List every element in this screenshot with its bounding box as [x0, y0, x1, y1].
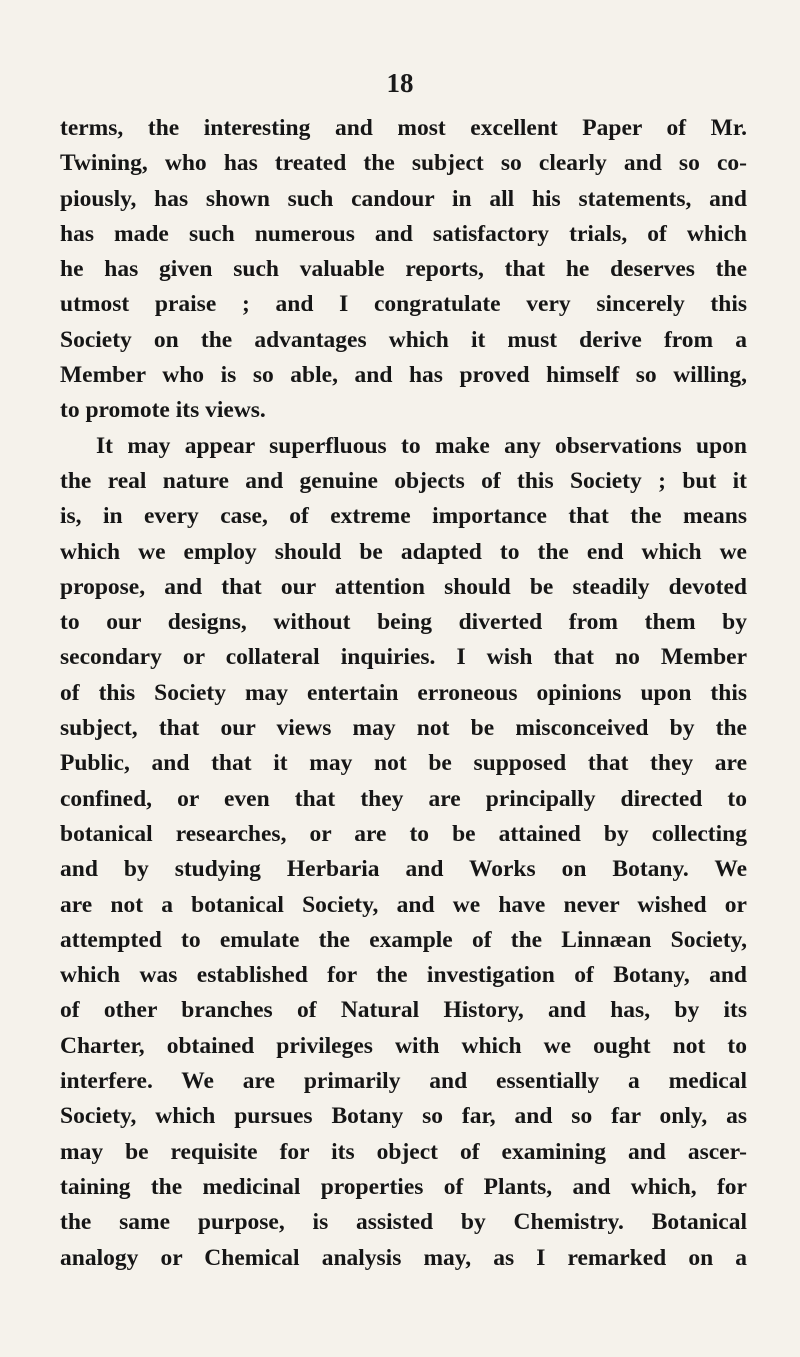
text-line: attempted to emulate the example of the Linnæan Society, — [60, 926, 747, 953]
text-line: subject, that our views may not be misconceived by the — [60, 715, 747, 742]
text-line: which was established for the investigation of Botany, and — [60, 962, 747, 989]
text-line: piously, has shown such candour in all his statements, and — [60, 185, 747, 212]
text-line: the same purpose, is assisted by Chemistry. Botanical — [60, 1209, 747, 1236]
text-line: It may appear superfluous to make any observations upon — [96, 432, 747, 459]
text-line: Society on the advantages which it must derive from a — [60, 326, 747, 353]
text-line: taining the medicinal properties of Plants, and which, for — [60, 1173, 747, 1200]
text-line: has made such numerous and satisfactory trials, of which — [60, 220, 747, 247]
text-line: confined, or even that they are principally directed to — [60, 785, 747, 812]
text-line: Twining, who has treated the subject so clearly and so co- — [60, 150, 747, 177]
text-line: to promote its views. — [60, 397, 266, 424]
text-line: of other branches of Natural History, and has, by its — [60, 997, 747, 1024]
text-line: to our designs, without being diverted from them by — [60, 609, 747, 636]
page-number: 18 — [386, 68, 414, 98]
text-line: Public, and that it may not be supposed that they are — [60, 750, 747, 777]
text-line: analogy or Chemical analysis may, as I remarked on a — [60, 1244, 747, 1271]
text-line: terms, the interesting and most excellent Paper of Mr. — [60, 115, 747, 141]
text-line: are not a botanical Society, and we have never wished or — [60, 891, 747, 918]
text-line: is, in every case, of extreme importance that the means — [60, 503, 747, 530]
text-line: botanical researches, or are to be attained by collecting — [60, 820, 747, 847]
text-line: may be requisite for its object of examining and ascer- — [60, 1138, 747, 1165]
text-line: he has given such valuable reports, that he deserves the — [60, 256, 747, 283]
text-line: the real nature and genuine objects of this Society ; but it — [60, 467, 747, 494]
text-line: secondary or collateral inquiries. I wish that no Member — [60, 644, 747, 671]
text-line: Society, which pursues Botany so far, and so far only, as — [60, 1103, 747, 1130]
text-line: of this Society may entertain erroneous opinions upon this — [60, 679, 747, 706]
body-text — [60, 111, 747, 1276]
text-line: Member who is so able, and has proved himself so willing, — [60, 362, 747, 389]
text-line: propose, and that our attention should be steadily devoted — [60, 573, 747, 600]
text-line: interfere. We are primarily and essentially a medical — [60, 1068, 747, 1095]
text-line: which we employ should be adapted to the end which we — [60, 538, 747, 565]
text-line: utmost praise ; and I congratulate very sincerely this — [60, 291, 747, 318]
text-line: and by studying Herbaria and Works on Botany. We — [60, 856, 747, 883]
text-line: Charter, obtained privileges with which we ought not to — [60, 1032, 747, 1059]
